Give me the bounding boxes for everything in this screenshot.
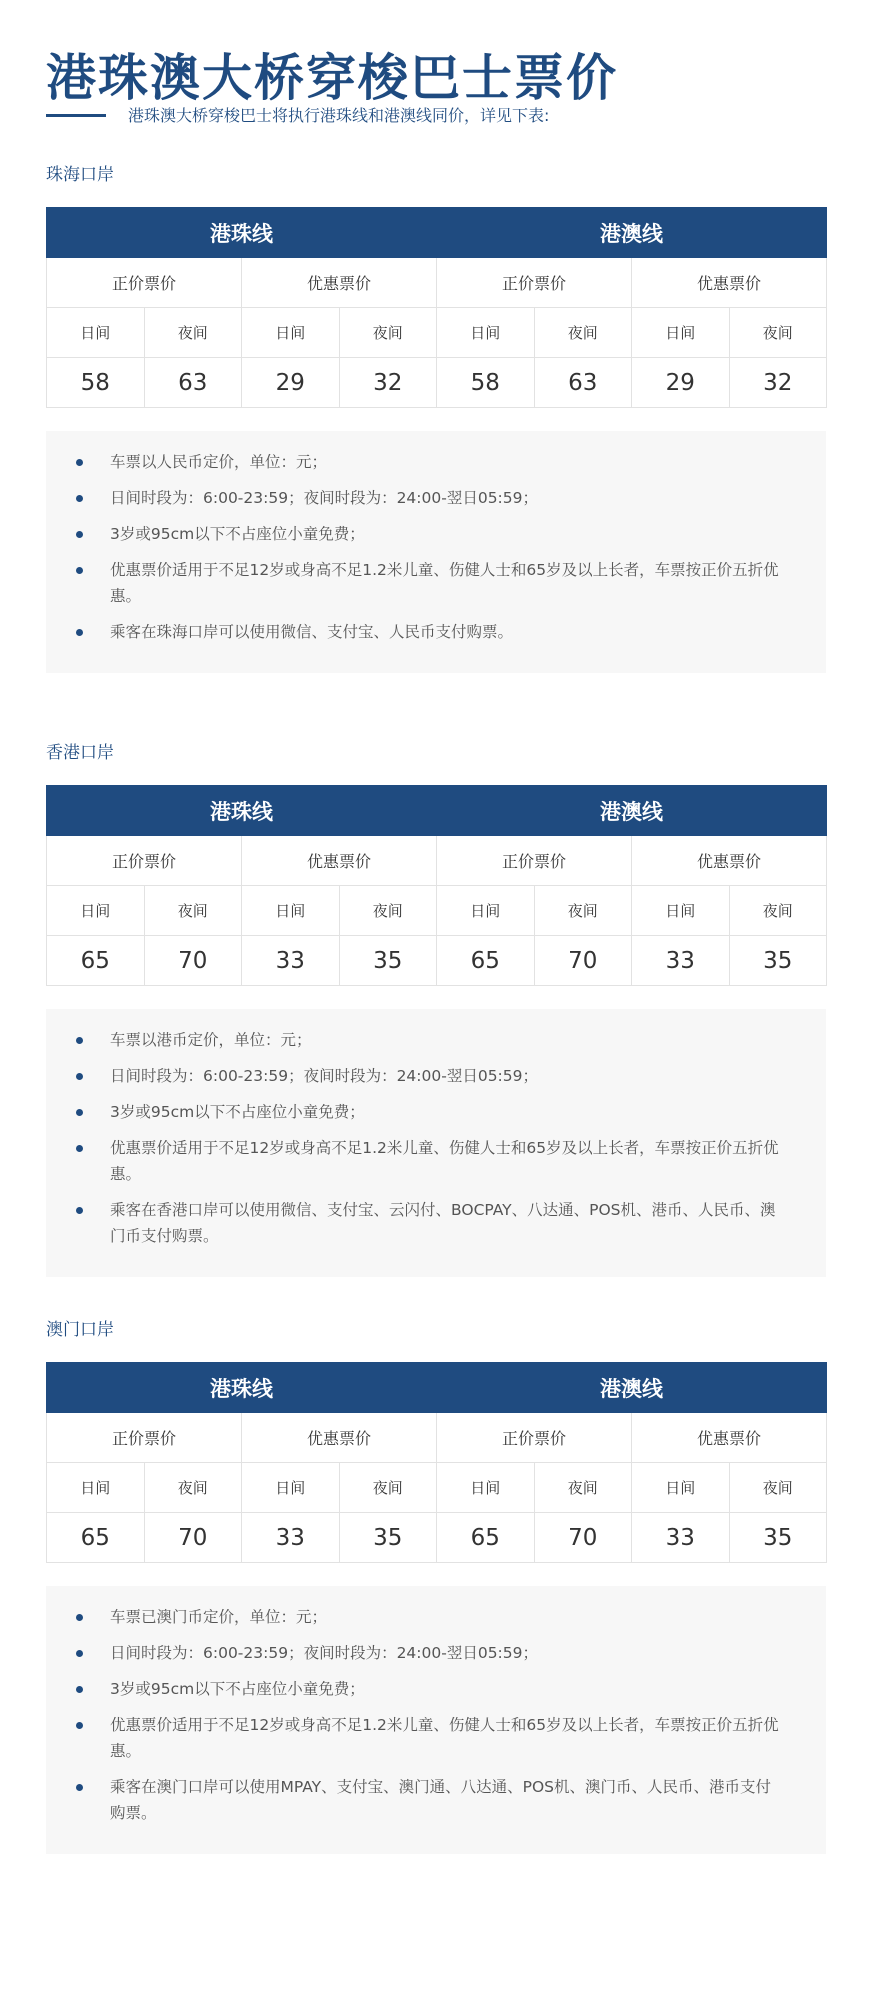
price-cell: 33 [632, 1513, 730, 1563]
line-header-gangzhu: 港珠线 [47, 1363, 437, 1413]
note-item: 优惠票价适用于不足12岁或身高不足1.2米儿童、伤健人士和65岁及以上长者，车票按正价五折优惠。 [76, 557, 786, 609]
fare-table [46, 1362, 827, 1563]
note-item: 车票已澳门币定价，单位：元； [76, 1604, 786, 1630]
price-cell: 65 [437, 1513, 535, 1563]
price-cell: 32 [339, 358, 437, 408]
regular-fare-header: 正价票价 [437, 258, 632, 308]
day-header: 日间 [47, 886, 145, 936]
note-item: 日间时段为：6:00-23:59；夜间时段为：24:00-翌日05:59； [76, 1640, 786, 1666]
night-header: 夜间 [729, 308, 827, 358]
day-header: 日间 [47, 1463, 145, 1513]
line-header-gangzhu: 港珠线 [47, 786, 437, 836]
night-header: 夜间 [729, 1463, 827, 1513]
regular-fare-header: 正价票价 [437, 1413, 632, 1463]
price-cell: 63 [534, 358, 632, 408]
price-cell: 35 [729, 1513, 827, 1563]
section-hongkong-port [46, 741, 826, 1245]
note-item: 3岁或95cm以下不占座位小童免费； [76, 521, 786, 547]
discount-fare-header: 优惠票价 [242, 258, 437, 308]
note-item: 乘客在澳门口岸可以使用MPAY、支付宝、澳门通、八达通、POS机、澳门币、人民币、港币支付购票。 [76, 1774, 786, 1826]
day-header: 日间 [632, 886, 730, 936]
night-header: 夜间 [144, 308, 242, 358]
day-header: 日间 [242, 1463, 340, 1513]
night-header: 夜间 [729, 886, 827, 936]
price-cell: 33 [632, 936, 730, 986]
fare-table [46, 785, 827, 986]
price-cell: 65 [47, 936, 145, 986]
night-header: 夜间 [144, 1463, 242, 1513]
regular-fare-header: 正价票价 [47, 258, 242, 308]
price-cell: 70 [144, 1513, 242, 1563]
price-cell: 32 [729, 358, 827, 408]
note-item: 3岁或95cm以下不占座位小童免费； [76, 1676, 786, 1702]
price-cell: 63 [144, 358, 242, 408]
notes-box [46, 1586, 826, 1854]
night-header: 夜间 [144, 886, 242, 936]
section-heading: 澳门口岸 [46, 1320, 114, 1340]
discount-fare-header: 优惠票价 [632, 1413, 827, 1463]
line-header-gangao: 港澳线 [437, 1363, 827, 1413]
notes-box [46, 1009, 826, 1277]
price-cell: 65 [437, 936, 535, 986]
section-macau-port [46, 1318, 826, 1822]
fare-table [46, 207, 827, 408]
price-cell: 35 [339, 1513, 437, 1563]
note-item: 车票以港币定价，单位：元； [76, 1027, 786, 1053]
day-header: 日间 [242, 886, 340, 936]
day-header: 日间 [632, 308, 730, 358]
night-header: 夜间 [339, 308, 437, 358]
night-header: 夜间 [534, 886, 632, 936]
price-cell: 35 [729, 936, 827, 986]
note-item: 日间时段为：6:00-23:59；夜间时段为：24:00-翌日05:59； [76, 485, 786, 511]
night-header: 夜间 [534, 308, 632, 358]
section-zhuhai-port [46, 163, 826, 641]
line-header-gangao: 港澳线 [437, 786, 827, 836]
regular-fare-header: 正价票价 [437, 836, 632, 886]
discount-fare-header: 优惠票价 [632, 258, 827, 308]
line-header-gangzhu: 港珠线 [47, 208, 437, 258]
note-item: 日间时段为：6:00-23:59；夜间时段为：24:00-翌日05:59； [76, 1063, 786, 1089]
regular-fare-header: 正价票价 [47, 836, 242, 886]
section-heading: 珠海口岸 [46, 165, 114, 185]
note-item: 乘客在香港口岸可以使用微信、支付宝、云闪付、BOCPAY、八达通、POS机、港币、人民币、澳门币支付购票。 [76, 1197, 786, 1249]
section-heading: 香港口岸 [46, 743, 114, 763]
line-header-gangao: 港澳线 [437, 208, 827, 258]
night-header: 夜间 [339, 1463, 437, 1513]
regular-fare-header: 正价票价 [47, 1413, 242, 1463]
day-header: 日间 [437, 308, 535, 358]
price-cell: 58 [47, 358, 145, 408]
day-header: 日间 [437, 1463, 535, 1513]
note-item: 优惠票价适用于不足12岁或身高不足1.2米儿童、伤健人士和65岁及以上长者，车票按正价五折优惠。 [76, 1135, 786, 1187]
price-cell: 33 [242, 936, 340, 986]
discount-fare-header: 优惠票价 [242, 836, 437, 886]
page-subtitle: 港珠澳大桥穿梭巴士将执行港珠线和港澳线同价，详见下表: [128, 106, 550, 125]
day-header: 日间 [242, 308, 340, 358]
notes-box [46, 431, 826, 673]
price-cell: 58 [437, 358, 535, 408]
price-cell: 29 [242, 358, 340, 408]
price-cell: 70 [534, 936, 632, 986]
note-item: 车票以人民币定价，单位：元； [76, 449, 786, 475]
price-cell: 35 [339, 936, 437, 986]
price-cell: 65 [47, 1513, 145, 1563]
note-item: 乘客在珠海口岸可以使用微信、支付宝、人民币支付购票。 [76, 619, 786, 645]
day-header: 日间 [47, 308, 145, 358]
price-cell: 70 [144, 936, 242, 986]
day-header: 日间 [632, 1463, 730, 1513]
night-header: 夜间 [534, 1463, 632, 1513]
discount-fare-header: 优惠票价 [242, 1413, 437, 1463]
page-title: 港珠澳大桥穿梭巴士票价 [46, 49, 618, 107]
price-cell: 29 [632, 358, 730, 408]
price-cell: 33 [242, 1513, 340, 1563]
note-item: 优惠票价适用于不足12岁或身高不足1.2米儿童、伤健人士和65岁及以上长者，车票按正价五折优惠。 [76, 1712, 786, 1764]
day-header: 日间 [437, 886, 535, 936]
night-header: 夜间 [339, 886, 437, 936]
price-cell: 70 [534, 1513, 632, 1563]
note-item: 3岁或95cm以下不占座位小童免费； [76, 1099, 786, 1125]
discount-fare-header: 优惠票价 [632, 836, 827, 886]
title-rule [46, 114, 106, 117]
